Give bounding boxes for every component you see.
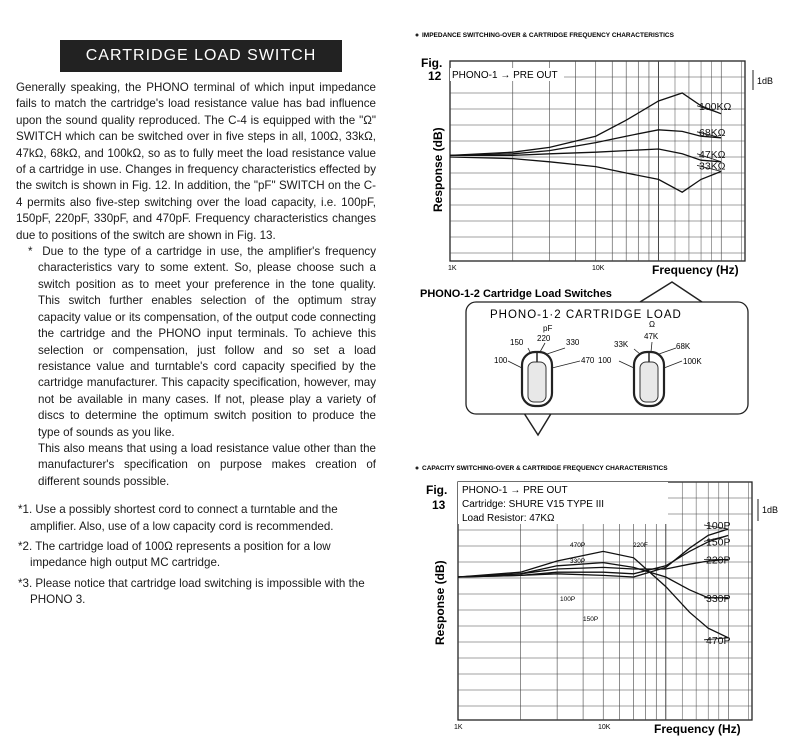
ohm-pos-33k: 33K	[614, 340, 629, 349]
pf-pos-100: 100	[494, 356, 508, 365]
fig12-series-label-47kω: 47KΩ	[699, 148, 726, 161]
fig12-scale-label: 1dB	[757, 76, 774, 86]
fig12-xtick-10k: 10K	[592, 265, 605, 272]
section-heading-band	[60, 40, 342, 72]
fig12-lines	[450, 93, 732, 192]
fig13-inner-label-100p: 100P	[560, 596, 576, 603]
panel-title: PHONO-1·2 CARTRIDGE LOAD	[490, 309, 682, 321]
section-heading: CARTRIDGE LOAD SWITCH	[85, 47, 317, 64]
fig13-series-label-220p: 220P	[706, 554, 731, 567]
bullet-text: Due to the type of a cartridge in use, the amplifier's frequency characteristics vary to some extent. So, please choose such a switch position as to meet your preference in the tone quality. This switch further enables selection of the optimum stray capacity value or its compensation, of the output code connecting the cartridge and the PHONO input terminals. To achieve this selection or compensation, just follow and so set a load resistance value and turntable's cord capacity specified by the cartridge manufacturer. This capacity specification, however, may not be available in many cases. If not, please play a variety of discs to determine the optimum switch position to produce the type of sounds as you like.	[38, 245, 376, 439]
fig13-fig-number: 13	[432, 498, 446, 512]
fig13-bullet-icon	[416, 467, 419, 470]
fig13-series-label-470p: 470P	[706, 634, 731, 647]
fig13-xtick-10k: 10K	[598, 724, 611, 731]
fig13-inner-label-470p: 470P	[570, 542, 586, 549]
pf-pos-330: 330	[566, 338, 580, 347]
fig12-fig-number: 12	[428, 69, 442, 83]
fig12-series-47kω	[450, 149, 721, 162]
ohm-pos-68k: 68K	[676, 342, 691, 351]
footnote-3: *3. Please notice that cartridge load switching is impossible with the PHONO 3.	[18, 576, 365, 607]
fig13-inner-label-150p: 150P	[583, 616, 599, 623]
fig12-xtick-1k: 1K	[448, 265, 457, 272]
fig13-annotation-1: PHONO-1 → PRE OUT	[462, 485, 568, 496]
fig13-scale-label: 1dB	[762, 505, 779, 515]
fig13-title: CAPACITY SWITCHING-OVER & CARTRIDGE FREQUENCY CHARACTERISTICS	[422, 465, 668, 472]
fig12-fig-label: Fig.	[421, 56, 443, 70]
ohm-switch-knob[interactable]	[634, 352, 664, 406]
fig12-ylabel: Response (dB)	[431, 127, 445, 212]
fig13-inner-label-330p: 330P	[570, 558, 586, 565]
fig13-annotation-3: Load Resistor: 47KΩ	[462, 513, 555, 524]
pf-pos-220: 220	[537, 334, 551, 343]
panel-callout-top	[640, 282, 702, 302]
fig13-series-label-100p: 100P	[706, 520, 731, 532]
pf-pos-470: 470	[581, 356, 595, 365]
bullet-continuation: This also means that using a load resistance value other than the manufacturer's specification on purpose makes creation of different sounds possible.	[38, 441, 376, 488]
switch-panel	[400, 280, 800, 440]
fig12-xlabel: Frequency (Hz)	[652, 263, 739, 277]
fig13-series-label-330p: 330P	[706, 592, 731, 605]
fig12-bullet-icon	[416, 34, 419, 37]
body-text	[16, 80, 376, 609]
fig12-annotation: PHONO-1 → PRE OUT	[452, 70, 558, 81]
ohm-pos-100: 100	[598, 356, 612, 365]
bullet-paragraph	[16, 244, 376, 441]
footnote-1: *1. Use a possibly shortest cord to connect a turntable and the amplifier. Also, use of a low capacity cord is recommended.	[18, 503, 338, 533]
fig12-series-33kω	[450, 157, 721, 192]
intro-paragraph: Generally speaking, the PHONO terminal of which input impedance fails to match the cartridge's load resistance value has bad influence upon the sound quality reproduced. The C-4 is equipped with the "Ω" SWITCH which can be switched over in five steps in all, 100Ω, 33kΩ, 47kΩ, 68kΩ, and 100kΩ, so as to fully meet the load resistance value of a cartridge in use. Changes in frequency characteristics effected by the switch is shown in Fig. 12. In addition, the "pF" SWITCH on the C-4 permits also five-step switching over the load capacity, i.e. 100pF, 150pF, 220pF, 330pF, and 470pF. Frequency characteristics changes due to positions of the switch are shown in Fig. 13.	[16, 81, 376, 242]
bullet-mark: *	[28, 245, 33, 259]
fig13-fig-label: Fig.	[426, 483, 448, 497]
fig12-chart	[400, 20, 800, 280]
fig13-annotation-2: Cartridge: SHURE V15 TYPE III	[462, 499, 605, 510]
fig13-ylabel: Response (dB)	[433, 560, 447, 645]
pf-switch-knob[interactable]	[522, 352, 552, 406]
panel-caption: PHONO-1-2 Cartridge Load Switches	[420, 288, 612, 300]
fig12-series-100kω	[450, 93, 721, 155]
fig12-title: IMPEDANCE SWITCHING-OVER & CARTRIDGE FREQUENCY CHARACTERISTICS	[422, 32, 674, 39]
fig13-inner-label-220f: 220F	[633, 542, 648, 549]
fig13-series-label-150p: 150P	[706, 536, 731, 549]
ohm-pos-47k: 47K	[644, 332, 659, 341]
fig13-series-150p	[458, 535, 728, 577]
pf-unit: pF	[543, 324, 553, 333]
fig13-xtick-1k: 1K	[454, 724, 463, 731]
ohm-unit: Ω	[649, 320, 655, 329]
pf-pos-150: 150	[510, 338, 524, 347]
ohm-pos-100k: 100K	[683, 357, 702, 366]
fig12-series-label-68kω: 68KΩ	[699, 126, 726, 139]
fig12-series-68kω	[450, 130, 721, 156]
fig13-chart	[400, 455, 800, 750]
fig13-lines	[458, 520, 731, 647]
fig12-series-label-33kω: 33KΩ	[699, 160, 726, 173]
fig12-series-label-100kω: 100KΩ	[699, 100, 732, 113]
footnote-2: *2. The cartridge load of 100Ω represents a position for a low impedance high output MC cartridge.	[18, 539, 331, 570]
fig13-xlabel: Frequency (Hz)	[654, 722, 741, 736]
